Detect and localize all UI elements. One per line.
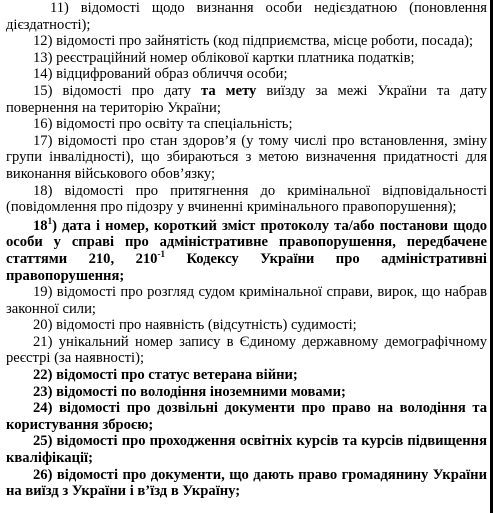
list-item-18-1-part1: ) дата і номер, короткий зміст протоколу та/або постанови щодо особи у справі про адміністративне правопорушення, передбачене статтями 210, 210 — [6, 217, 487, 267]
list-item-15-pre: 15) відомості про дату — [33, 82, 202, 99]
list-item-22: 22) відомості про статус ветерана війни; — [33, 367, 298, 384]
list-item-18-1 — [6, 215, 487, 284]
list-item-21: 21) унікальний номер запису в Єдиному державному демографічному реєстрі (за наявності); — [6, 333, 487, 367]
list-item-15-post: виїзду за межі України та дату повернення на територію України; — [6, 82, 488, 116]
list-item-18-1-sup: 1 — [47, 215, 53, 226]
list-item-23: 23) відомості по володіння іноземними мовами; — [33, 383, 346, 400]
list-item-12: 12) відомості про зайнятість (код підприємства, місце роботи, посада); — [33, 33, 474, 50]
list-item-15-bold: та мету — [201, 82, 257, 99]
list-item-11: 11) відомості щодо визнання особи недієздатною (поновлення дієздатності); — [6, 0, 487, 33]
list-item-13: 13) реєстраційний номер облікової картки платника податків; — [33, 49, 415, 66]
list-item-19: 19) відомості про розгляд судом кримінальної справи, вирок, що набрав законної сили; — [6, 284, 487, 317]
list-item-17: 17) відомості про стан здоров’я (у тому числі про встановлення, зміну групи інвалідності), що збираються з метою визначення придатності для виконання військового обов’язку; — [6, 132, 487, 182]
list-item-16: 16) відомості про освіту та спеціальність; — [33, 116, 293, 133]
list-item-18-1-num: 18 — [33, 217, 48, 234]
list-item-14: 14) відцифрований образ обличчя особи; — [33, 66, 288, 83]
list-item-18-1-sup2: -1 — [157, 249, 165, 260]
list-item-18-1-part2: Кодексу України про адміністративні правопорушення; — [6, 250, 487, 284]
list-item-18: 18) відомості про притягнення до кримінальної відповідальності (повідомлення про підозру у вчиненні кримінального правопорушення); — [6, 182, 487, 216]
list-item-15 — [6, 83, 487, 116]
list-item-24: 24) відомості про дозвільні документи про право на володіння та користування зброєю; — [6, 400, 487, 433]
list-item-25: 25) відомості про проходження освітніх курсів та курсів підвищення кваліфікації; — [6, 433, 487, 467]
list-item-26: 26) відомості про документи, що дають право громадянину України на виїзд з України і в’їзд в Україну; — [6, 466, 487, 500]
list-item-20: 20) відомості про наявність (відсутність) судимості; — [33, 317, 357, 334]
